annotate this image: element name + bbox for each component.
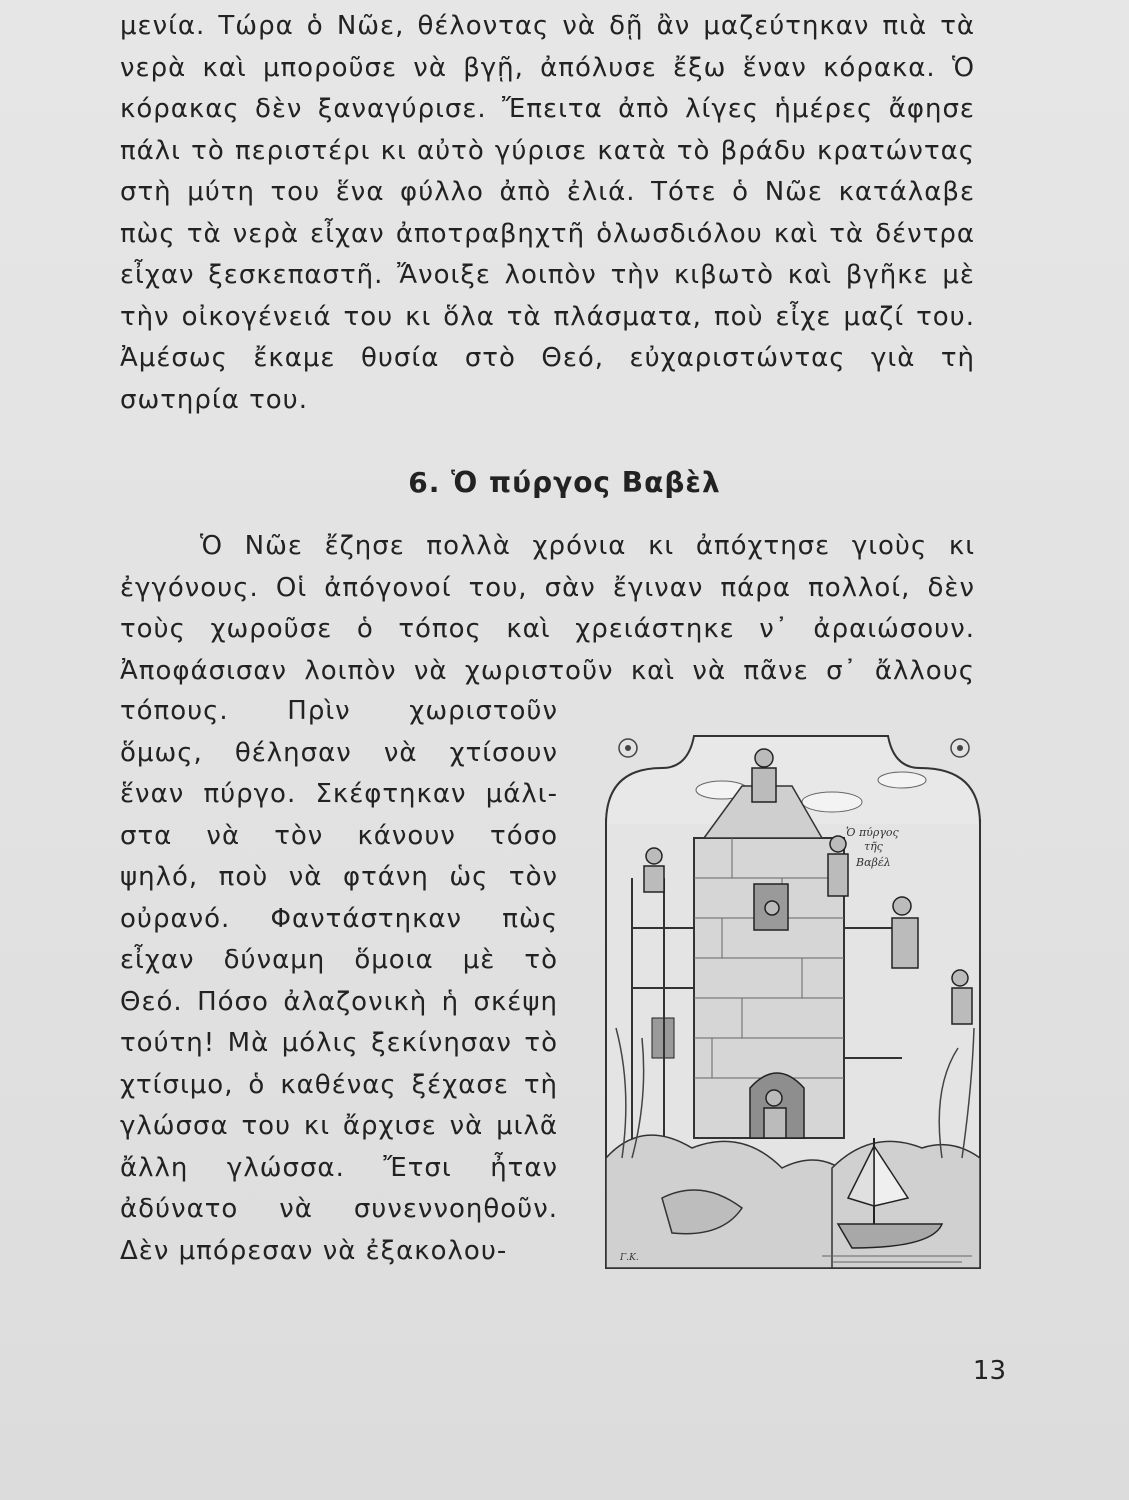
text-line: γλώσσα του κι ἄρχισε νὰ μιλᾶ (120, 1111, 558, 1141)
illustration-caption-line: τῆς (864, 840, 883, 853)
tower-of-babel-illustration (602, 728, 984, 1270)
text-line: εἶχαν δύναμη ὅμοια μὲ τὸ (120, 945, 558, 975)
illustration-caption-line: Ὁ πύργος (846, 826, 899, 839)
text-line: Δὲν μπόρεσαν νὰ ἐξακολου- (120, 1235, 508, 1266)
illustration-caption-line: Βαβέλ (856, 856, 891, 869)
text-line: τόπους. Πρὶν χωριστοῦν (120, 696, 558, 726)
paragraph-noah-descendants: Ὁ Νῶε ἔζησε πολλὰ χρόνια κι ἀπόχτησε γιοὺς κι ἐγγόνους. Οἱ ἀπόγονοί του, σὰν ἔγιναν πάρα πολλοί, δὲν τοὺς χωροῦσε ὁ τόπος καὶ χρειάστηκε ν᾿ ἀραιώσουν. Ἀποφάσισαν λοιπὸν νὰ χωριστοῦν καὶ νὰ πᾶνε σ᾿ ἄλλους (120, 531, 975, 686)
tower-illustration-drawing (602, 728, 984, 1270)
text-line: Θεό. Πόσο ἀλαζονικὴ ἡ σκέψη (120, 986, 558, 1017)
text-line: ψηλό, ποὺ νὰ φτάνη ὡς τὸν (120, 862, 558, 892)
text-line: ἄλλη γλώσσα. Ἔτσι ἦταν (120, 1152, 558, 1183)
paragraph-noah-flood-ending: μενία. Τώρα ὁ Νῶε, θέλοντας νὰ δῇ ἂν μαζεύτηκαν πιὰ τὰ νερὰ καὶ μποροῦσε νὰ βγῇ, ἀπόλυσε ἔξω ἕναν κόρακα. Ὁ κόρακας δὲν ξαναγύρισε. Ἔπειτα ἀπὸ λίγες ἡμέρες ἄφησε πάλι τὸ περιστέρι κι αὐτὸ γύρισε κατὰ τὸ βράδυ κρατώντας στὴ μύτη του ἕνα φύλλο ἀπὸ ἐλιά. Τότε ὁ Νῶε κατάλαβε πὼς τὰ νερὰ εἶχαν ἀποτραβηχτῆ ὁλωσδιόλου καὶ τὰ δέντρα εἶχαν ξεσκεπαστῆ. Ἄνοιξε λοιπὸν τὴν κιβωτὸ καὶ βγῆκε μὲ τὴν οἰκογένειά του κι ὅλα τὰ πλάσματα, ποὺ εἶχε μαζί του. Ἀμέσως ἔκαμε θυσία στὸ Θεό, εὐχαριστώντας γιὰ τὴ σωτηρία του. (120, 11, 975, 415)
page-number: 13 (972, 1356, 1006, 1386)
text-line: ὅμως, θέλησαν νὰ χτίσουν (120, 737, 558, 768)
rosette-icon (951, 739, 969, 757)
artist-signature: Γ.Κ. (620, 1253, 639, 1263)
text-line: οὐρανό. Φαντάστηκαν πὼς (120, 903, 558, 934)
section-heading: 6. Ὁ πύργος Βαβὲλ (408, 466, 721, 499)
text-line: ἀδύνατο νὰ συνεννοηθοῦν. (120, 1194, 558, 1224)
text-line: χτίσιμο, ὁ καθένας ξέχασε τὴ (120, 1069, 558, 1100)
text-line: ἕναν πύργο. Σκέφτηκαν μάλι- (120, 779, 558, 809)
text-line: στα νὰ τὸν κάνουν τόσο (120, 820, 558, 851)
text-line: τούτη! Μὰ μόλις ξεκίνησαν τὸ (120, 1028, 558, 1058)
paragraph-tower-of-babel (120, 691, 558, 1272)
rosette-icon (619, 739, 637, 757)
